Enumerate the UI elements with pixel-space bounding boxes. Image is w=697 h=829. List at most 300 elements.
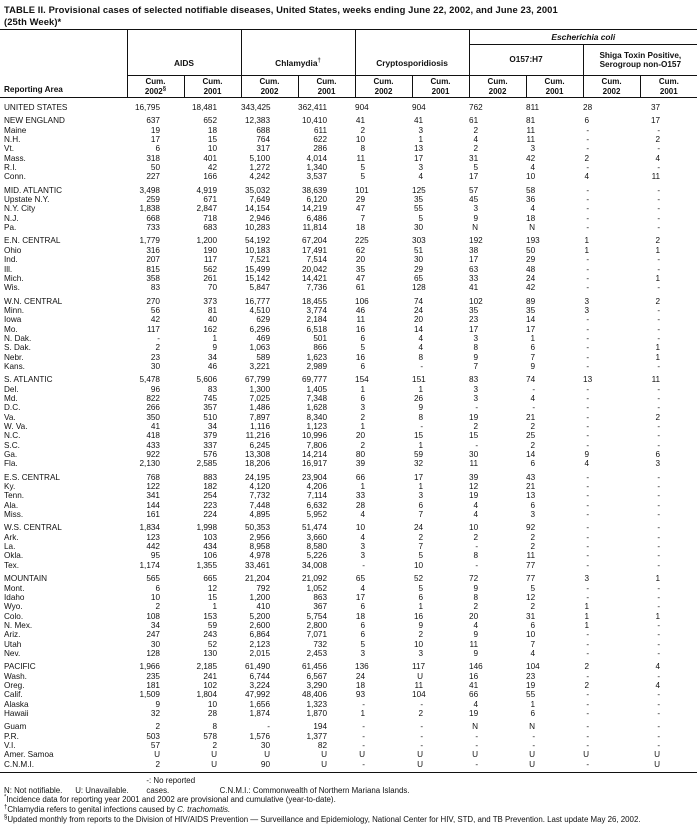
cell: - bbox=[657, 163, 661, 173]
cell: 58 bbox=[526, 185, 536, 195]
cell: - bbox=[657, 731, 661, 741]
table-row bbox=[0, 204, 697, 213]
cell: 117 bbox=[412, 662, 426, 672]
cell: 101 bbox=[355, 185, 369, 195]
cell: 30 bbox=[469, 450, 479, 460]
cell: 61 bbox=[355, 283, 366, 293]
cell: 11 bbox=[414, 680, 424, 690]
cell: 10,183 bbox=[244, 245, 271, 255]
cell: 21 bbox=[526, 412, 536, 422]
cell: 9 bbox=[473, 352, 479, 362]
cell: 2,600 bbox=[249, 620, 271, 630]
cell: - bbox=[586, 708, 590, 718]
row-label: Oreg. bbox=[4, 680, 25, 690]
cell: 688 bbox=[256, 125, 271, 135]
cell: 589 bbox=[256, 352, 271, 362]
cell: - bbox=[475, 741, 479, 750]
cell: 2 bbox=[155, 602, 160, 612]
cell: 30 bbox=[150, 639, 160, 649]
footnote-aids-update: §Updated monthly from reports to the Division of HIV/AIDS Prevention — Surveillance and Epidemiology, National Center for HIV, STD, and TB Prevention. Last update May 26, 2002. bbox=[4, 814, 641, 824]
cell: 12 bbox=[469, 482, 479, 492]
cell: 10 bbox=[526, 630, 536, 640]
cell: 18 bbox=[207, 125, 218, 135]
cell: - bbox=[586, 324, 590, 334]
cell: 7,736 bbox=[306, 283, 328, 293]
cell: - bbox=[586, 195, 590, 205]
cell: - bbox=[420, 741, 424, 750]
cell: 4 bbox=[360, 583, 366, 593]
cell: 12,383 bbox=[244, 116, 271, 126]
row-label: Wash. bbox=[4, 671, 27, 681]
cell: 34 bbox=[207, 352, 218, 362]
cell: 33 bbox=[355, 491, 366, 501]
cell: 63 bbox=[469, 264, 479, 274]
row-label: Ariz. bbox=[4, 630, 21, 640]
table-row bbox=[0, 403, 697, 412]
cell: 7,448 bbox=[249, 500, 271, 510]
cell: - bbox=[586, 343, 590, 353]
cell: 81 bbox=[526, 116, 536, 126]
cell: 15 bbox=[413, 431, 424, 441]
cell: 1 bbox=[655, 245, 661, 255]
legend-no-cases: -: No reported cases. bbox=[146, 776, 196, 795]
cell: 4,242 bbox=[249, 172, 271, 182]
cell: 4 bbox=[584, 459, 590, 469]
cell: - bbox=[657, 542, 661, 552]
cell: - bbox=[586, 592, 590, 602]
cell: N bbox=[472, 722, 479, 732]
cell: 24,195 bbox=[244, 472, 271, 482]
row-label: N.Y. City bbox=[4, 204, 36, 214]
cell: 42 bbox=[207, 163, 218, 173]
cell: 24 bbox=[355, 671, 366, 681]
row-label: Kans. bbox=[4, 361, 25, 371]
table-row bbox=[0, 630, 697, 639]
cell: 19 bbox=[150, 125, 160, 135]
cell: 1,200 bbox=[249, 592, 271, 602]
cell: 24 bbox=[413, 305, 424, 315]
cell: 3 bbox=[584, 574, 590, 584]
cell: 270 bbox=[146, 296, 160, 306]
cell: 1 bbox=[584, 245, 590, 255]
cell: 3 bbox=[360, 648, 366, 658]
cell: 166 bbox=[203, 172, 218, 182]
col-header-crypto-2002: Cum. 2002 bbox=[355, 76, 412, 98]
row-label: Ohio bbox=[4, 245, 22, 255]
cell: 1 bbox=[418, 384, 424, 394]
cell: 19 bbox=[469, 491, 479, 501]
row-label: Ky. bbox=[4, 482, 16, 492]
cell: 9 bbox=[418, 620, 424, 630]
cell: 503 bbox=[146, 731, 160, 741]
row-label: Mich. bbox=[4, 273, 24, 283]
cell: 637 bbox=[146, 116, 160, 126]
cell: - bbox=[586, 731, 590, 741]
cell: 6 bbox=[418, 592, 424, 602]
cell: 102 bbox=[203, 680, 218, 690]
cell: 17 bbox=[469, 324, 479, 334]
row-label: Fla. bbox=[4, 459, 18, 469]
cell: 6 bbox=[530, 620, 536, 630]
cell: 42 bbox=[150, 315, 160, 325]
cell: 1 bbox=[584, 236, 590, 246]
cell: 247 bbox=[146, 630, 160, 640]
cell: 21,204 bbox=[244, 574, 271, 584]
cell: 19 bbox=[526, 680, 536, 690]
cell: 11,216 bbox=[245, 431, 271, 441]
cell: 1 bbox=[584, 611, 590, 621]
row-label: P.R. bbox=[4, 731, 19, 741]
cell: 433 bbox=[146, 440, 160, 450]
cell: 54,192 bbox=[244, 236, 271, 246]
cell: - bbox=[420, 731, 424, 741]
table-row bbox=[0, 718, 697, 731]
table-row bbox=[0, 431, 697, 440]
cell: 11 bbox=[469, 459, 479, 469]
cell: 15,142 bbox=[244, 273, 271, 283]
cell: 6 bbox=[530, 708, 536, 718]
cell: 16 bbox=[469, 671, 479, 681]
cell: 77 bbox=[526, 560, 536, 570]
cell: 8 bbox=[212, 722, 218, 732]
cell: - bbox=[657, 532, 661, 542]
cell: 92 bbox=[526, 523, 536, 533]
col-header-shiga-2001: Cum. 2001 bbox=[640, 76, 697, 98]
table-row bbox=[0, 501, 697, 510]
table-row bbox=[0, 570, 697, 583]
cell: 1,323 bbox=[306, 699, 328, 709]
cell: 6 bbox=[360, 602, 366, 612]
cell: 11,814 bbox=[302, 223, 328, 233]
cell: 2 bbox=[418, 708, 424, 718]
cell: 510 bbox=[203, 412, 218, 422]
cell: 6 bbox=[418, 500, 424, 510]
cell: 1 bbox=[418, 440, 424, 450]
table-row bbox=[0, 394, 697, 403]
cell: 31 bbox=[526, 611, 536, 621]
cell: 28 bbox=[355, 500, 366, 510]
cell: - bbox=[657, 472, 661, 482]
cell: 18,481 bbox=[191, 103, 218, 112]
cell: 1 bbox=[655, 273, 661, 283]
cell: 318 bbox=[146, 153, 160, 163]
table-row bbox=[0, 690, 697, 699]
cell: 2 bbox=[418, 532, 424, 542]
cell: - bbox=[586, 630, 590, 640]
cell: 128 bbox=[146, 648, 160, 658]
cell: U bbox=[417, 750, 424, 760]
cell: - bbox=[362, 560, 366, 570]
table-row bbox=[0, 334, 697, 343]
cell: 2 bbox=[418, 630, 424, 640]
cell: 146 bbox=[469, 662, 483, 672]
cell: 7,732 bbox=[249, 491, 271, 501]
cell: 4 bbox=[655, 662, 661, 672]
cell: 30 bbox=[413, 223, 424, 233]
cell: - bbox=[532, 403, 536, 413]
cell: 21,092 bbox=[301, 574, 328, 584]
cell: 8,340 bbox=[306, 412, 328, 422]
cell: 125 bbox=[412, 185, 426, 195]
cell: 136 bbox=[355, 662, 369, 672]
cell: 24 bbox=[526, 273, 536, 283]
cell: - bbox=[586, 560, 590, 570]
cell: 1,300 bbox=[249, 384, 271, 394]
cell: - bbox=[586, 125, 590, 135]
cell: 1 bbox=[655, 343, 661, 353]
cell: 10 bbox=[469, 523, 479, 533]
cell: 1,340 bbox=[306, 163, 328, 173]
cell: 343,425 bbox=[241, 103, 271, 112]
cell: 20 bbox=[355, 431, 366, 441]
cell: 5 bbox=[360, 163, 366, 173]
cell: 11 bbox=[526, 135, 536, 145]
cell: 106 bbox=[203, 551, 218, 561]
cell: 4 bbox=[655, 680, 661, 690]
cell: 5,606 bbox=[196, 375, 218, 385]
cell: 286 bbox=[313, 144, 328, 154]
cell: U bbox=[417, 759, 424, 769]
row-label: N. Mex. bbox=[4, 620, 33, 630]
cell: 622 bbox=[313, 135, 328, 145]
cell: 2 bbox=[360, 440, 366, 450]
cell: 4,014 bbox=[306, 153, 328, 163]
cell: 18 bbox=[526, 213, 536, 223]
cell: 34 bbox=[150, 620, 160, 630]
cell: - bbox=[586, 510, 590, 520]
cell: 29 bbox=[413, 264, 424, 274]
cell: 17,491 bbox=[301, 245, 328, 255]
cell: 20 bbox=[413, 315, 424, 325]
cell: - bbox=[657, 125, 661, 135]
row-label: Alaska bbox=[4, 699, 29, 709]
table-row bbox=[0, 533, 697, 542]
cell: 3,774 bbox=[306, 305, 328, 315]
cell: 182 bbox=[203, 482, 218, 492]
legend-unavailable: U: Unavailable. bbox=[75, 785, 129, 795]
table-row bbox=[0, 621, 697, 630]
cell: 2 bbox=[655, 296, 661, 306]
cell: 67,799 bbox=[244, 375, 271, 385]
cell: 30 bbox=[260, 741, 271, 750]
cell: 28 bbox=[207, 708, 218, 718]
cell: 418 bbox=[146, 431, 160, 441]
chlamydia-label: Chlamydia bbox=[275, 58, 318, 68]
cell: 2,946 bbox=[249, 213, 271, 223]
cell: 7,025 bbox=[249, 393, 271, 403]
cell: 259 bbox=[146, 195, 160, 205]
cell: 57 bbox=[150, 741, 160, 750]
cell: - bbox=[657, 223, 661, 233]
cell: 1 bbox=[212, 602, 218, 612]
cell: 15,499 bbox=[244, 264, 271, 274]
row-label: N.C. bbox=[4, 431, 21, 441]
cell: 1 bbox=[530, 333, 536, 343]
cell: 61 bbox=[469, 116, 479, 126]
cell: 2 bbox=[584, 662, 590, 672]
table-row bbox=[0, 265, 697, 274]
cell: 81 bbox=[207, 305, 218, 315]
row-label: Calif. bbox=[4, 690, 23, 700]
cell: 18 bbox=[355, 223, 366, 233]
row-label: N. Dak. bbox=[4, 333, 32, 343]
cell: 2 bbox=[584, 153, 590, 163]
cell: 2 bbox=[360, 412, 366, 422]
cell: 3,537 bbox=[306, 172, 328, 182]
cell: 10 bbox=[355, 135, 366, 145]
trachomatis-italic: C. trachomatis. bbox=[177, 805, 231, 815]
cell: 1 bbox=[360, 422, 366, 431]
cell: 6,567 bbox=[306, 671, 328, 681]
table-row bbox=[0, 163, 697, 172]
cell: 24 bbox=[413, 523, 424, 533]
row-label: D.C. bbox=[4, 403, 21, 413]
cell: 357 bbox=[203, 403, 218, 413]
table-row bbox=[0, 640, 697, 649]
table-row bbox=[0, 98, 697, 113]
cell: 1,623 bbox=[306, 352, 328, 362]
cell: 90 bbox=[260, 759, 271, 769]
row-label: Colo. bbox=[4, 611, 24, 621]
footnote-chlamydia: †Chlamydia refers to genital infections caused by C. trachomatis. bbox=[4, 804, 231, 815]
row-label: Maine bbox=[4, 125, 27, 135]
row-label: Tenn. bbox=[4, 491, 25, 501]
cell: 2,800 bbox=[306, 620, 328, 630]
cell: U bbox=[154, 750, 160, 760]
cell: 866 bbox=[313, 343, 328, 353]
cell: 3 bbox=[473, 393, 479, 403]
cell: 43 bbox=[526, 472, 536, 482]
cell: U bbox=[472, 750, 479, 760]
cell: 16 bbox=[413, 611, 424, 621]
cell: 31 bbox=[469, 153, 479, 163]
cell: 227 bbox=[146, 172, 160, 182]
cell: 1,355 bbox=[196, 560, 218, 570]
row-label: Ga. bbox=[4, 450, 18, 460]
cell: 30 bbox=[150, 361, 160, 371]
cell: 77 bbox=[526, 574, 536, 584]
cell: 373 bbox=[203, 296, 218, 306]
row-label: Okla. bbox=[4, 551, 24, 561]
row-label: Nebr. bbox=[4, 352, 24, 362]
cell: 89 bbox=[526, 296, 536, 306]
cell: 48 bbox=[526, 264, 536, 274]
row-label: Amer. Samoa bbox=[4, 750, 54, 760]
cell: - bbox=[586, 403, 590, 413]
cell: 13,308 bbox=[244, 450, 271, 460]
cell: 4 bbox=[530, 648, 536, 658]
table-row bbox=[0, 672, 697, 681]
cell: 51 bbox=[413, 245, 424, 255]
cell: 7 bbox=[473, 361, 479, 371]
cell: - bbox=[657, 315, 661, 325]
cell: - bbox=[586, 283, 590, 293]
cell: 6,632 bbox=[306, 500, 328, 510]
cell: 108 bbox=[146, 611, 160, 621]
cell: 3 bbox=[360, 542, 366, 552]
row-label: S.C. bbox=[4, 440, 20, 450]
cell: 38 bbox=[469, 245, 479, 255]
row-label: S. Dak. bbox=[4, 343, 31, 353]
cell: 26 bbox=[413, 393, 424, 403]
cell: - bbox=[657, 620, 661, 630]
cell: 1,063 bbox=[249, 343, 271, 353]
cell: 4,510 bbox=[249, 305, 271, 315]
table-body bbox=[0, 98, 697, 770]
cell: 1 bbox=[584, 620, 590, 630]
cell: 17 bbox=[469, 255, 479, 265]
table-row bbox=[0, 182, 697, 195]
row-label: Mass. bbox=[4, 153, 26, 163]
cell: 2 bbox=[530, 602, 536, 612]
cell: 3 bbox=[418, 491, 424, 501]
cell: 1,998 bbox=[196, 523, 218, 533]
cryptosporidiosis-group-header bbox=[355, 30, 469, 76]
cell: 35 bbox=[413, 195, 424, 205]
cell: 10 bbox=[207, 699, 218, 709]
cell: 4,206 bbox=[306, 482, 328, 492]
cell: 32 bbox=[150, 708, 160, 718]
cell: 1 bbox=[360, 482, 366, 492]
cell: 668 bbox=[146, 213, 160, 223]
cell: 102 bbox=[469, 296, 483, 306]
cell: 223 bbox=[203, 500, 218, 510]
cell: 65 bbox=[413, 273, 424, 283]
cell: 52 bbox=[207, 639, 218, 649]
cell: - bbox=[586, 500, 590, 510]
cell: 36 bbox=[526, 195, 536, 205]
cell: 42 bbox=[526, 153, 536, 163]
cell: - bbox=[420, 722, 424, 732]
cell: N bbox=[529, 722, 536, 732]
cell: 69,777 bbox=[301, 375, 328, 385]
cell: - bbox=[586, 472, 590, 482]
cell: 4 bbox=[360, 510, 366, 520]
cell: N bbox=[529, 223, 536, 233]
table-row bbox=[0, 293, 697, 306]
cell: 83 bbox=[469, 375, 479, 385]
cell: 17 bbox=[469, 172, 479, 182]
row-label: NEW ENGLAND bbox=[4, 116, 65, 126]
cell: 23,904 bbox=[301, 472, 328, 482]
cell: - bbox=[657, 440, 661, 450]
col-header-o157-2002: Cum. 2002 bbox=[469, 76, 526, 98]
cell: 1 bbox=[655, 611, 661, 621]
cell: 52 bbox=[413, 574, 424, 584]
cell: - bbox=[475, 403, 479, 413]
cell: 1 bbox=[360, 708, 366, 718]
table-row bbox=[0, 353, 697, 362]
cell: 261 bbox=[203, 273, 218, 283]
cell: 18 bbox=[355, 611, 366, 621]
cell: - bbox=[362, 759, 366, 769]
cell: 6,744 bbox=[249, 671, 271, 681]
table-row bbox=[0, 612, 697, 621]
table-row bbox=[0, 315, 697, 324]
cell: 29 bbox=[526, 255, 536, 265]
row-label: UNITED STATES bbox=[4, 103, 68, 112]
cell: 7,348 bbox=[306, 393, 328, 403]
cell: 762 bbox=[469, 103, 483, 112]
cell: 41 bbox=[469, 680, 479, 690]
cell: 2,956 bbox=[249, 532, 271, 542]
cell: 20,042 bbox=[301, 264, 328, 274]
cell: 6 bbox=[530, 459, 536, 469]
cell: - bbox=[657, 630, 661, 640]
cell: 16 bbox=[355, 324, 366, 334]
cell: 2 bbox=[473, 125, 479, 135]
cell: 2,585 bbox=[196, 459, 218, 469]
